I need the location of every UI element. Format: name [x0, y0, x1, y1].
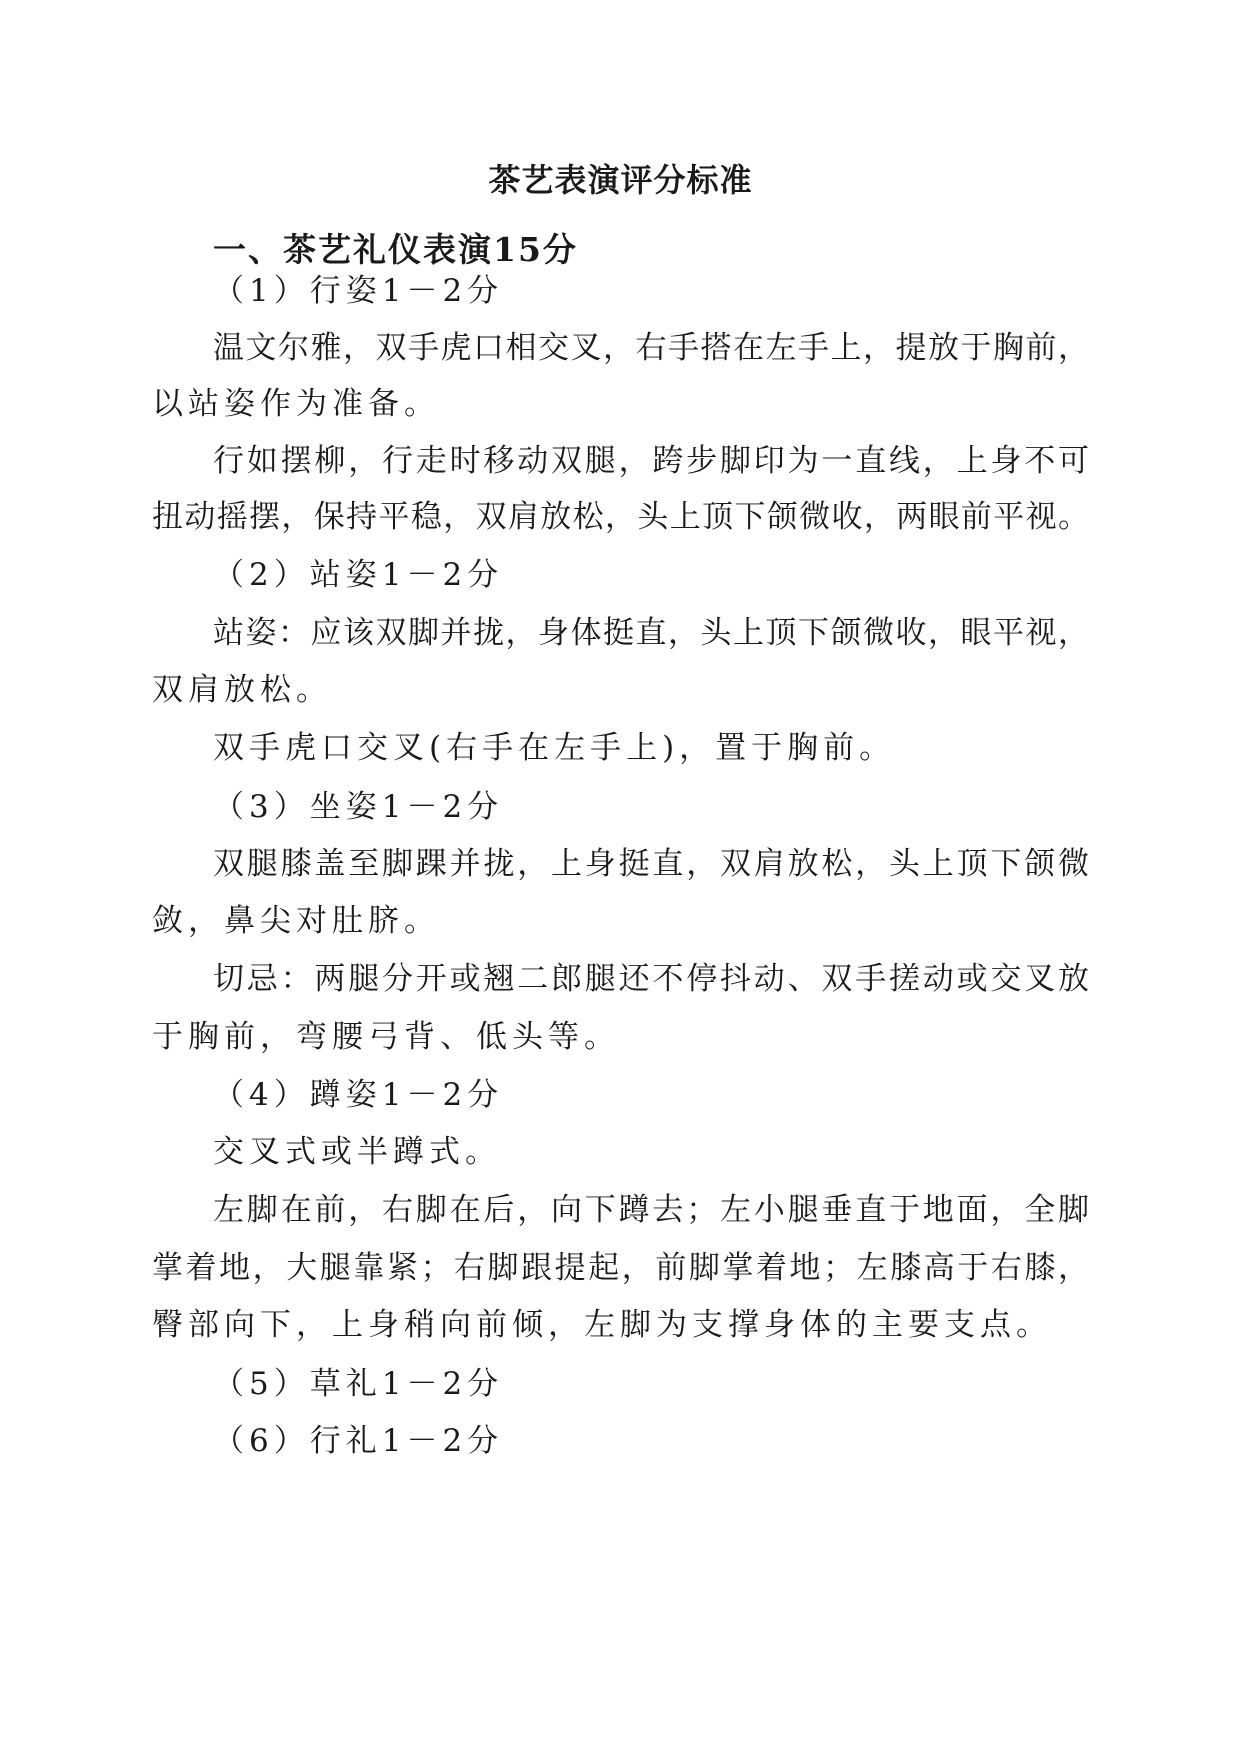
subsection-title: （1）行姿1－2分	[213, 273, 504, 309]
subsection-title: （6）行礼1－2分	[213, 1423, 504, 1459]
subsection-title: （3）坐姿1－2分	[213, 789, 504, 825]
paragraph-line: 左脚在前，右脚在后，向下蹲去；左小腿垂直于地面，全脚	[213, 1192, 1089, 1228]
paragraph-line: 行如摆柳，行走时移动双腿，跨步脚印为一直线，上身不可	[213, 443, 1089, 479]
paragraph-line: 双腿膝盖至脚踝并拢，上身挺直，双肩放松，头上顶下颌微	[213, 846, 1089, 882]
paragraph-line: 双肩放松。	[152, 672, 332, 708]
subsection-title: （5）草礼1－2分	[213, 1366, 504, 1402]
paragraph-line: 温文尔雅，双手虎口相交叉，右手搭在左手上，提放于胸前，	[213, 330, 1089, 366]
paragraph-line: 交叉式或半蹲式。	[213, 1134, 501, 1170]
paragraph-line: 双手虎口交叉(右手在左手上)，置于胸前。	[213, 730, 896, 766]
paragraph-line: 以站姿作为准备。	[152, 386, 440, 422]
paragraph-line: 敛，鼻尖对肚脐。	[152, 903, 440, 939]
paragraph-line: 臀部向下，上身稍向前倾，左脚为支撑身体的主要支点。	[152, 1307, 1052, 1343]
paragraph-line: 切忌：两腿分开或翘二郎腿还不停抖动、双手搓动或交叉放	[213, 961, 1089, 997]
paragraph-line: 扭动摇摆，保持平稳，双肩放松，头上顶下颌微收，两眼前平视。	[152, 499, 1089, 535]
subsection-title: （2）站姿1－2分	[213, 557, 504, 593]
paragraph-line: 于胸前，弯腰弓背、低头等。	[152, 1019, 620, 1055]
document-title: 茶艺表演评分标准	[488, 161, 753, 199]
subsection-title: （4）蹲姿1－2分	[213, 1077, 504, 1113]
paragraph-line: 站姿：应该双脚并拢，身体挺直，头上顶下颌微收，眼平视，	[213, 615, 1089, 651]
paragraph-line: 掌着地，大腿靠紧；右脚跟提起，前脚掌着地；左膝高于右膝，	[152, 1250, 1089, 1286]
section-heading: 一、茶艺礼仪表演15分	[213, 230, 578, 269]
